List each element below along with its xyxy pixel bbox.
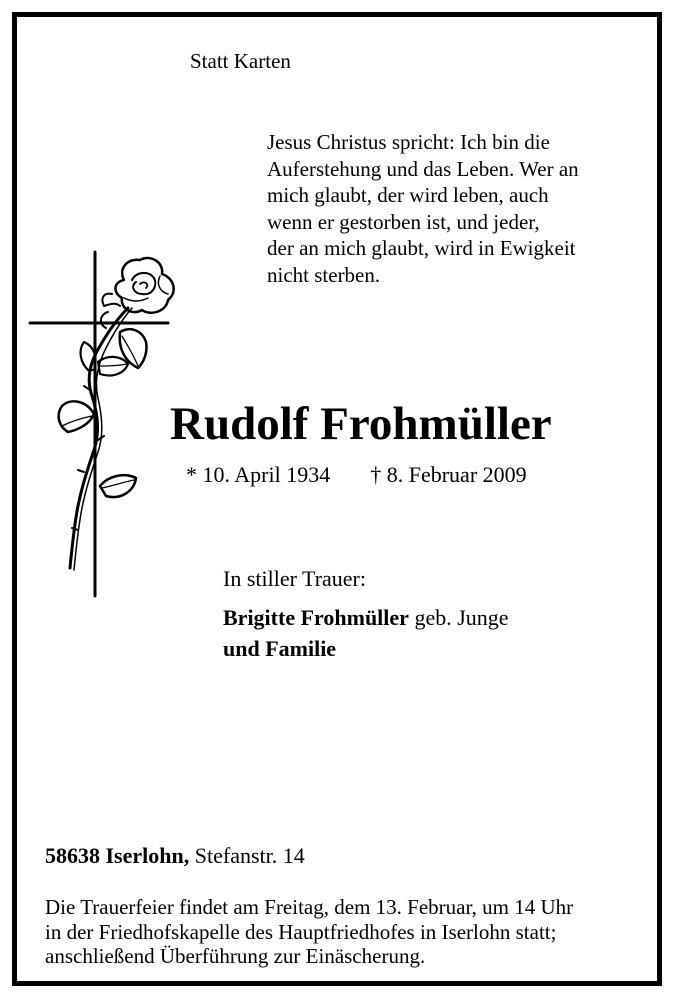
primary-mourner-name: Brigitte Frohmüller (223, 605, 409, 630)
cross-with-rose-icon (28, 250, 180, 602)
quote-line: Jesus Christus spricht: Ich bin die (267, 130, 550, 154)
address-street: Stefanstr. 14 (189, 843, 305, 868)
quote-line: wenn er gestorben ist, und jeder, (267, 209, 540, 234)
ceremony-line: in der Friedhofskapelle des Hauptfriedhofes in Iserlohn statt; (45, 919, 557, 944)
primary-mourner (223, 605, 509, 631)
quote-line: nicht sterben. (267, 262, 381, 287)
address (45, 843, 305, 869)
life-dates (186, 462, 527, 488)
ceremony-info (45, 895, 573, 969)
quote-line: der an mich glaubt, wird in Ewigkeit (267, 236, 576, 260)
deceased-name: Rudolf Frohmüller (170, 398, 552, 450)
birth-date: * 10. April 1934 (186, 462, 331, 487)
statt-karten-label: Statt Karten (190, 49, 291, 73)
ceremony-line: anschließend Überführung zur Einäscherung. (45, 944, 426, 968)
ceremony-line: Die Trauerfeier findet am Freitag, dem 13. Februar, um 14 Uhr (45, 895, 574, 919)
mourning-intro: In stiller Trauer: (223, 566, 366, 591)
address-city: 58638 Iserlohn, (45, 843, 190, 868)
quote-line: mich glaubt, der wird leben, auch (267, 183, 549, 207)
bible-quote (267, 129, 579, 288)
primary-mourner-maiden-name: geb. Junge (408, 605, 509, 630)
death-date: † 8. Februar 2009 (370, 462, 527, 487)
family-line: und Familie (223, 636, 337, 661)
quote-line: Auferstehung und das Leben. Wer an (267, 156, 579, 181)
